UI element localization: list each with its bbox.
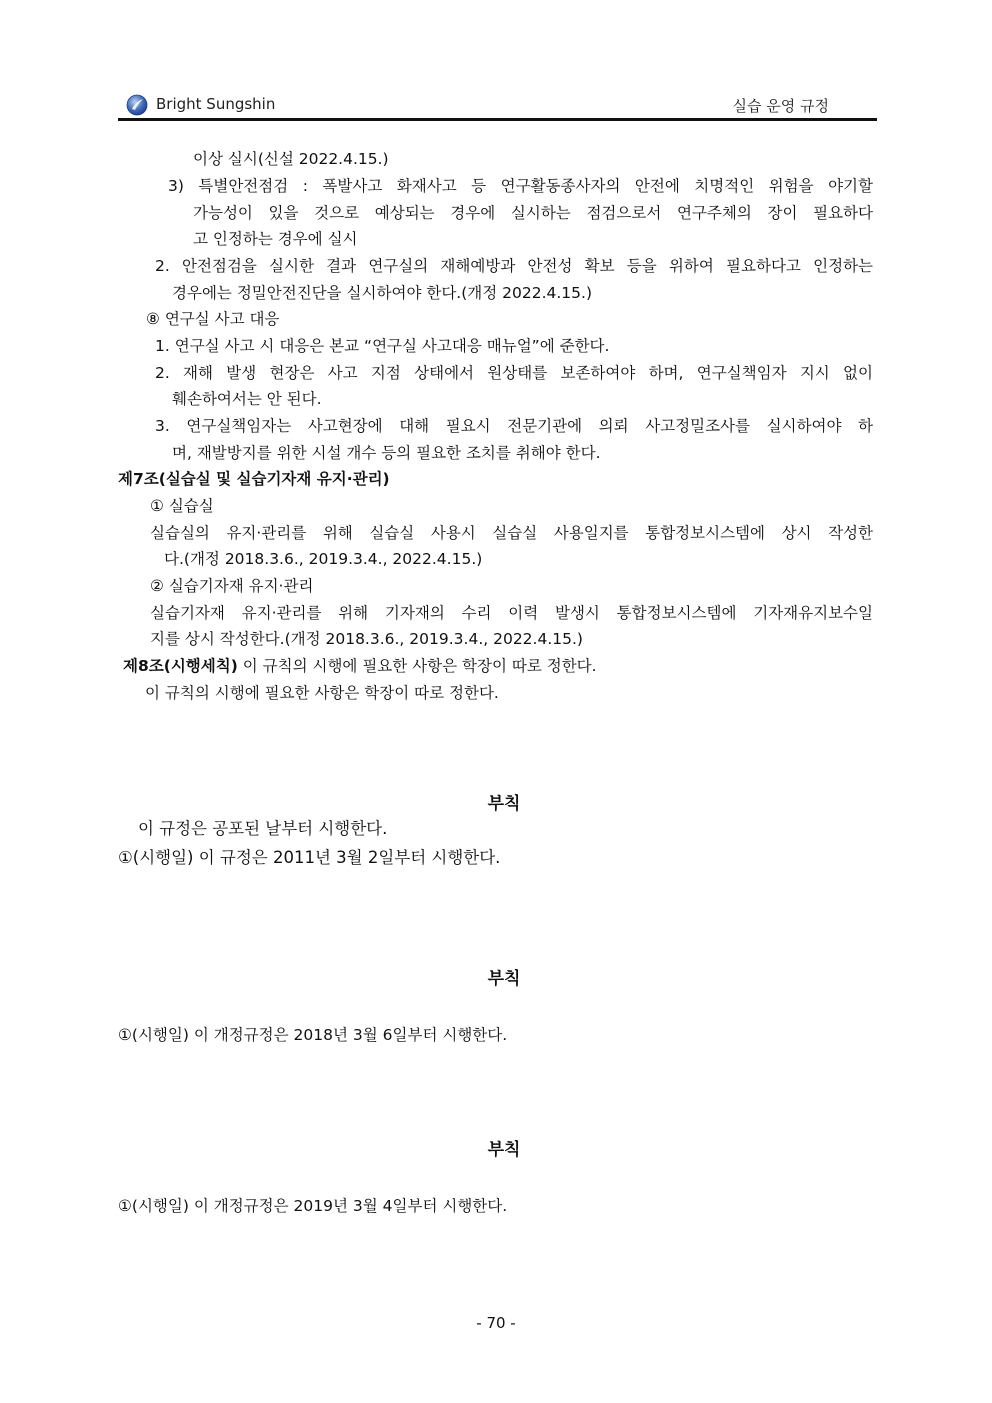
article-heading: 제8조(시행세칙) <box>123 657 238 675</box>
section-heading: ⑧ 연구실 사고 대응 <box>146 310 280 328</box>
addendum-title: 부칙 <box>487 969 521 989</box>
text-line: ② 실습기자재 유지·관리 <box>150 577 314 595</box>
addendum-line: ①(시행일) 이 규정은 2011년 3월 2일부터 시행한다. <box>118 848 501 867</box>
text-line: 2. 재해 발생 현장은 사고 지점 상태에서 원상태를 보존하여야 하며, 연구실책임자 지시 없이 <box>155 364 873 382</box>
article-text: 이 규칙의 시행에 필요한 사항은 학장이 따로 정한다. <box>237 657 597 675</box>
text-line: 3) 특별안전점검 : 폭발사고 화재사고 등 연구활동종사자의 안전에 치명적인 위험을 야기할 <box>168 177 873 195</box>
text-line: 1. 연구실 사고 시 대응은 본교 “연구실 사고대응 매뉴얼”에 준한다. <box>155 337 610 355</box>
text-line: 가능성이 있을 것으로 예상되는 경우에 실시하는 점검으로서 연구주체의 장이 필요하다 <box>193 204 873 222</box>
page-number: - 70 - <box>476 1314 516 1332</box>
addendum-line: ①(시행일) 이 개정규정은 2018년 3월 6일부터 시행한다. <box>118 1026 508 1044</box>
addendum-line: ①(시행일) 이 개정규정은 2019년 3월 4일부터 시행한다. <box>118 1197 508 1215</box>
text-line: 훼손하여서는 안 된다. <box>172 390 322 408</box>
header <box>118 92 877 118</box>
text-line: 실습실의 유지·관리를 위해 실습실 사용시 실습실 사용일지를 통합정보시스템에 상시 작성한 <box>150 524 873 542</box>
article-line <box>123 656 597 676</box>
text-line: 이 규칙의 시행에 필요한 사항은 학장이 따로 정한다. <box>145 684 499 702</box>
article-heading: 제7조(실습실 및 실습기자재 유지·관리) <box>118 470 390 488</box>
text-line: 실습기자재 유지·관리를 위해 기자재의 수리 이력 발생시 통합정보시스템에 기자재유지보수일 <box>150 604 873 622</box>
text-line: ① 실습실 <box>150 497 214 515</box>
text-line: 고 인정하는 경우에 실시 <box>193 230 358 248</box>
addendum-title: 부칙 <box>487 794 521 814</box>
text-line: 며, 재발방지를 위한 시설 개수 등의 필요한 조치를 취해야 한다. <box>172 444 601 462</box>
text-line: 이상 실시(신설 2022.4.15.) <box>193 150 389 168</box>
addendum-title: 부칙 <box>487 1140 521 1160</box>
logo-text: Bright Sungshin <box>156 95 276 113</box>
addendum-intro: 이 규정은 공포된 날부터 시행한다. <box>138 819 388 838</box>
text-line: 지를 상시 작성한다.(개정 2018.3.6., 2019.3.4., 2022.4.15.) <box>150 630 583 648</box>
header-rule <box>118 118 877 121</box>
text-line: 3. 연구실책임자는 사고현장에 대해 필요시 전문기관에 의뢰 사고정밀조사를 실시하여야 하 <box>155 417 873 435</box>
text-line: 다.(개정 2018.3.6., 2019.3.4., 2022.4.15.) <box>164 550 483 568</box>
document-title: 실습 운영 규정 <box>732 97 829 115</box>
sungshin-logo-icon <box>126 94 148 116</box>
text-line: 경우에는 정밀안전진단을 실시하여야 한다.(개정 2022.4.15.) <box>172 284 593 302</box>
text-line: 2. 안전점검을 실시한 결과 연구실의 재해예방과 안전성 확보 등을 위하여 필요하다고 인정하는 <box>155 257 873 275</box>
